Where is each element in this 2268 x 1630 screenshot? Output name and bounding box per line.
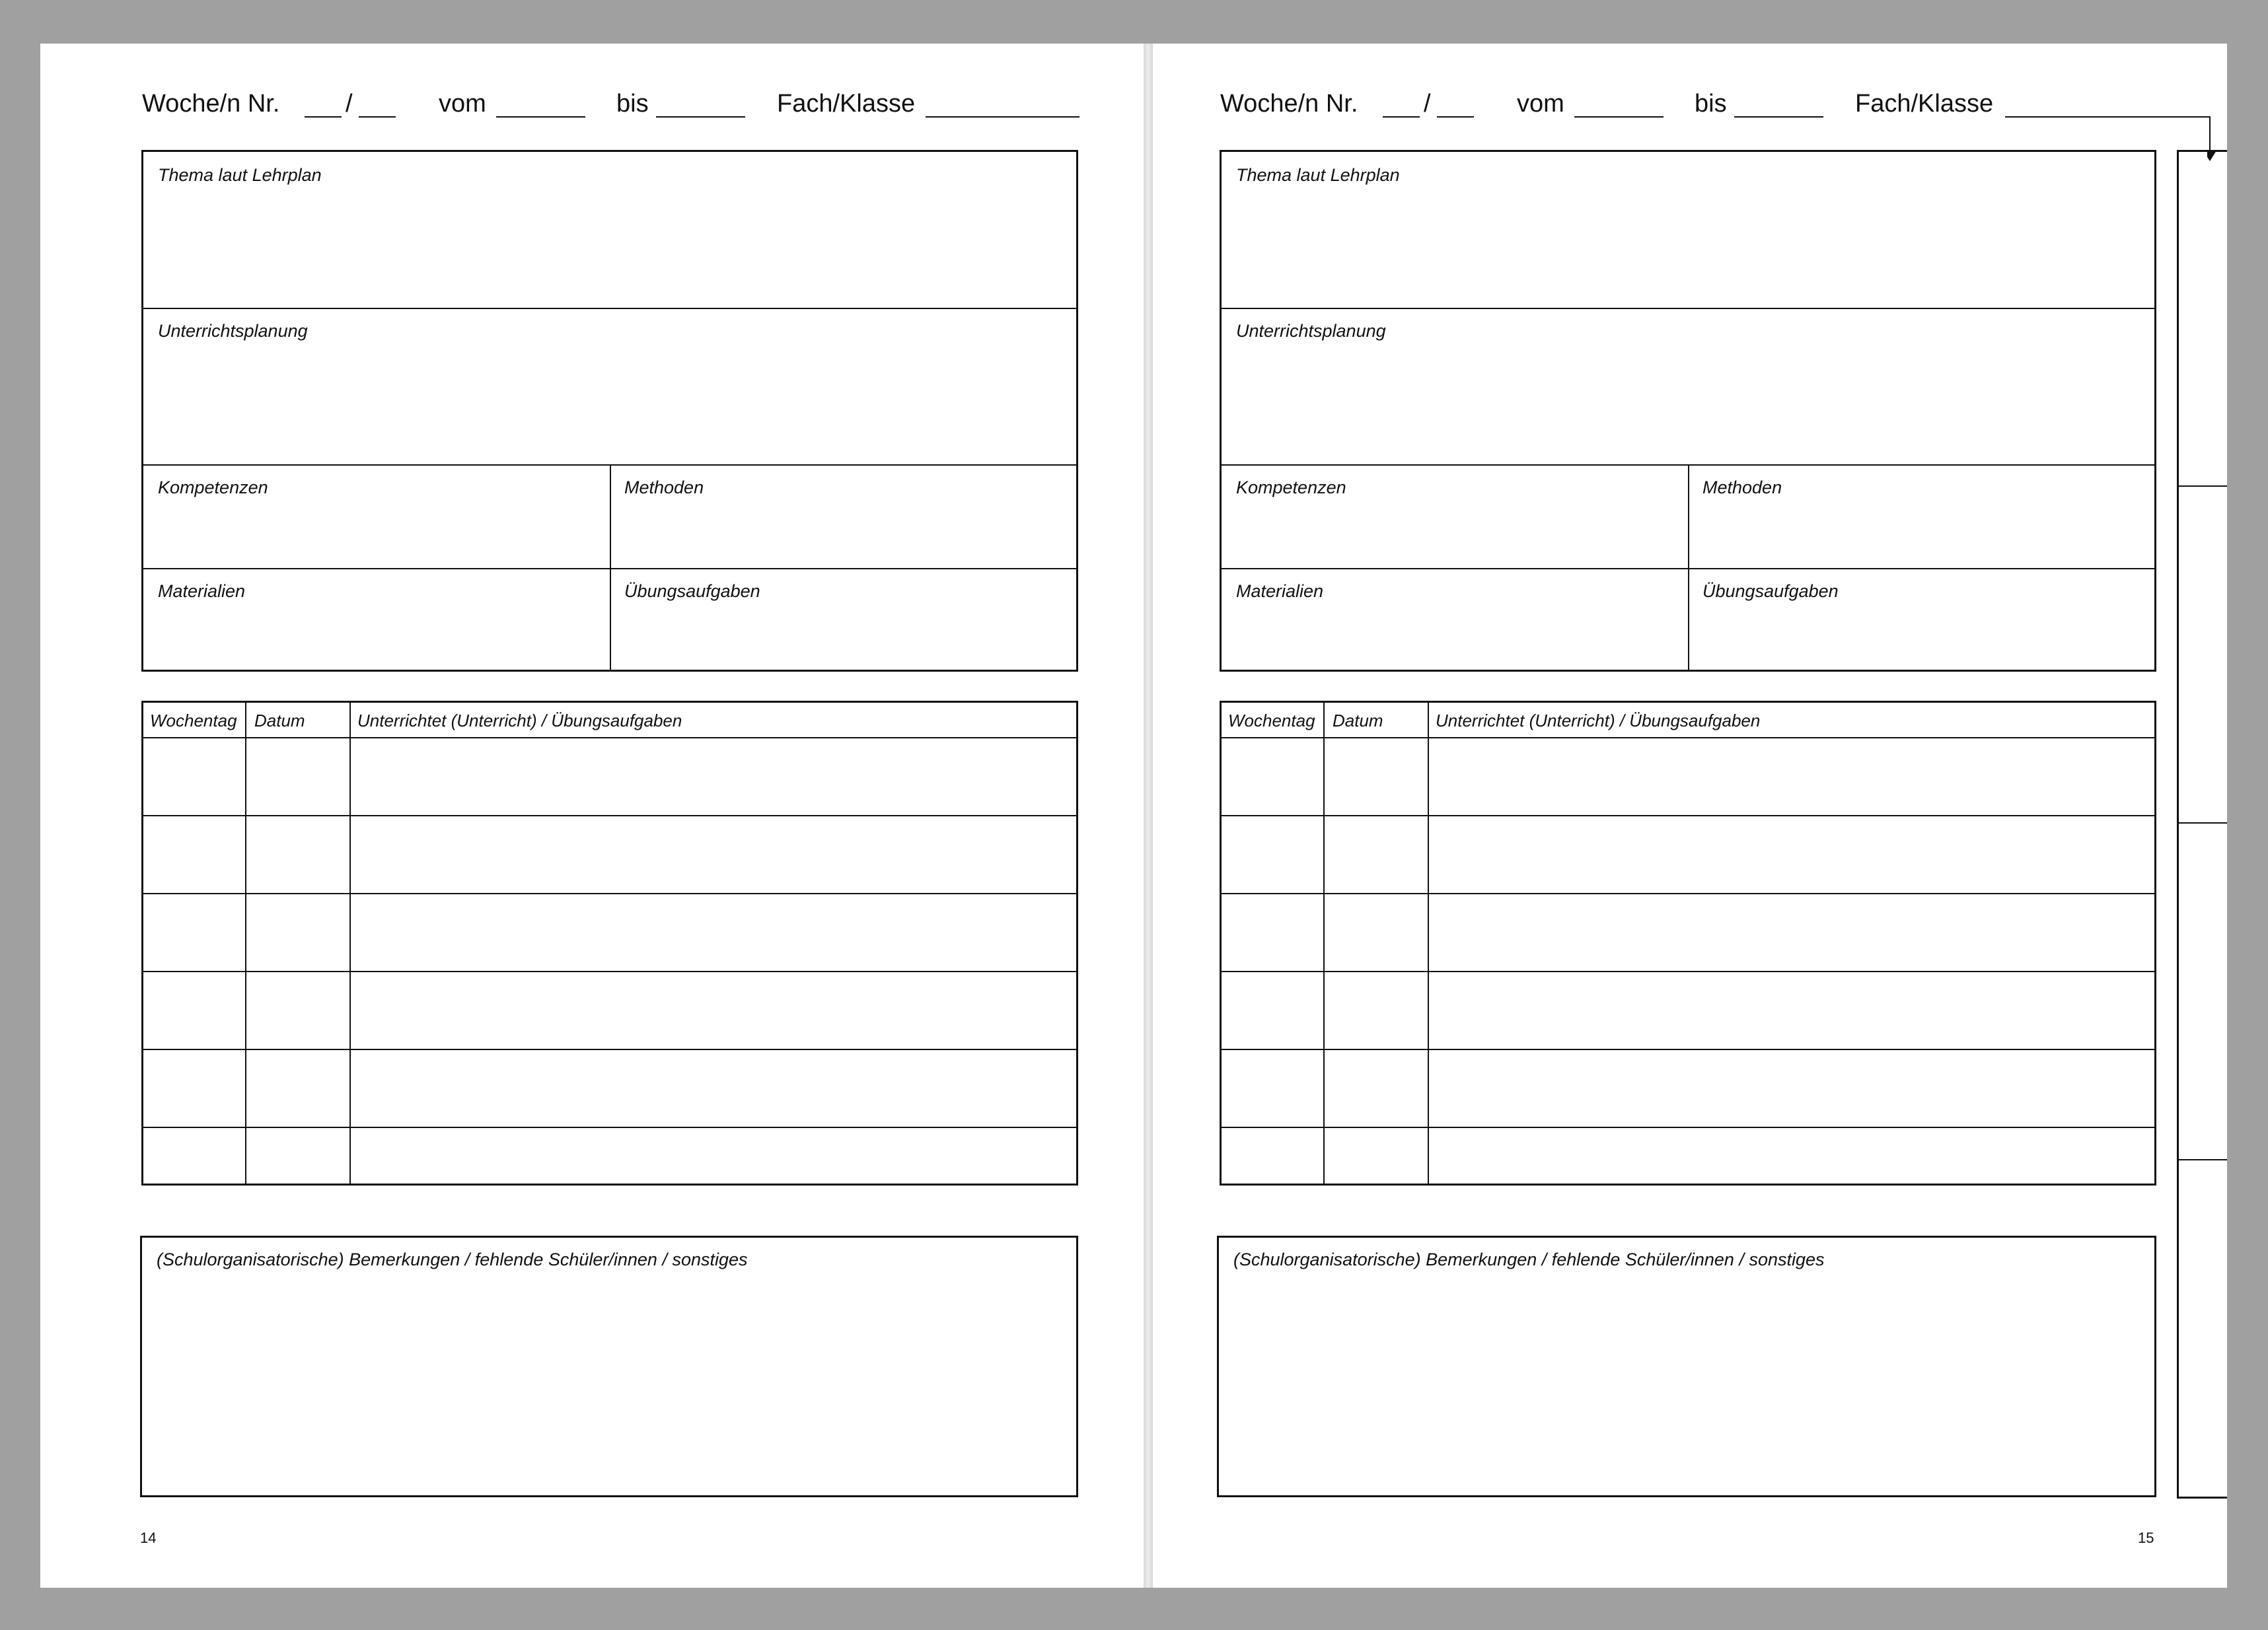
- taught-column-header: Unterrichtet (Unterricht) / Übungsaufgaben: [1436, 711, 1761, 730]
- table-header-divider: [1222, 737, 2154, 738]
- remarks-box: [140, 1236, 1078, 1497]
- lesson-planning-label: Unterrichtsplanung: [158, 321, 308, 341]
- week-number-field-2[interactable]: [359, 116, 396, 118]
- materials-label: Materialien: [158, 581, 246, 601]
- table-row: [1222, 815, 2154, 816]
- methods-label: Methoden: [624, 478, 704, 497]
- week-number-field-1[interactable]: [305, 116, 342, 118]
- week-number-label: Woche/n Nr.: [142, 90, 280, 118]
- table-row: [143, 893, 1076, 894]
- weekday-column-header: Wochentag: [150, 711, 237, 730]
- to-date-field[interactable]: [656, 116, 745, 118]
- week-header: [1153, 90, 2227, 143]
- table-column-divider: [1323, 703, 1325, 1184]
- to-date-field[interactable]: [1734, 116, 1823, 118]
- date-column-header: Datum: [1333, 711, 1383, 730]
- table-row: [1222, 893, 2154, 894]
- right-page: [1153, 44, 2227, 1588]
- exercises-label: Übungsaufgaben: [624, 581, 760, 601]
- table-row: [143, 971, 1076, 972]
- table-row: [1222, 1127, 2154, 1128]
- week-number-slash: /: [1424, 90, 1431, 118]
- week-number-field-1[interactable]: [1383, 116, 1420, 118]
- week-header: [40, 90, 1144, 143]
- log-table: [1220, 701, 2156, 1186]
- table-row: [143, 815, 1076, 816]
- table-row: [1222, 971, 2154, 972]
- date-column-header: Datum: [254, 711, 305, 730]
- book-gutter: [1144, 44, 1153, 1588]
- page-number: 14: [140, 1530, 157, 1546]
- planning-divider: [143, 308, 1076, 309]
- topic-label: Thema laut Lehrplan: [1236, 165, 1400, 185]
- subject-class-field[interactable]: [2005, 116, 2210, 118]
- competences-label: Kompetenzen: [1236, 478, 1346, 497]
- table-header-divider: [143, 737, 1076, 738]
- subject-class-field[interactable]: [926, 116, 1079, 118]
- side-tab-strip: [2177, 150, 2227, 1499]
- planning-box: [141, 150, 1078, 672]
- topic-label: Thema laut Lehrplan: [158, 165, 322, 185]
- planning-box: [1220, 150, 2156, 672]
- planning-divider: [1222, 308, 2154, 309]
- to-date-label: bis: [616, 90, 649, 118]
- table-row: [1222, 1049, 2154, 1050]
- planning-column-divider: [610, 464, 611, 670]
- planning-column-divider: [1688, 464, 1689, 670]
- week-number-label: Woche/n Nr.: [1220, 90, 1358, 118]
- lesson-planning-label: Unterrichtsplanung: [1236, 321, 1386, 341]
- table-column-divider: [349, 703, 351, 1184]
- to-date-label: bis: [1695, 90, 1727, 118]
- from-date-field[interactable]: [496, 116, 585, 118]
- log-table: [141, 701, 1078, 1186]
- table-column-divider: [245, 703, 246, 1184]
- taught-column-header: Unterrichtet (Unterricht) / Übungsaufgaben: [357, 711, 682, 730]
- side-tab-divider: [2179, 1159, 2227, 1160]
- exercises-label: Übungsaufgaben: [1702, 581, 1839, 601]
- remarks-label: (Schulorganisatorische) Bemerkungen / fehlende Schüler/innen / sonstiges: [157, 1250, 748, 1269]
- from-date-label: vom: [1517, 90, 1564, 118]
- from-date-field[interactable]: [1574, 116, 1664, 118]
- side-tab-divider: [2179, 485, 2227, 487]
- week-number-slash: /: [346, 90, 353, 118]
- table-row: [143, 1127, 1076, 1128]
- competences-label: Kompetenzen: [158, 478, 268, 497]
- side-tab-divider: [2179, 822, 2227, 824]
- page-number: 15: [2138, 1530, 2154, 1546]
- remarks-box: [1217, 1236, 2156, 1497]
- from-date-label: vom: [439, 90, 486, 118]
- subject-class-label: Fach/Klasse: [777, 90, 916, 118]
- left-page: [40, 44, 1144, 1588]
- materials-label: Materialien: [1236, 581, 1324, 601]
- weekday-column-header: Wochentag: [1228, 711, 1315, 730]
- table-row: [143, 1049, 1076, 1050]
- table-column-divider: [1428, 703, 1429, 1184]
- subject-class-label: Fach/Klasse: [1855, 90, 1994, 118]
- methods-label: Methoden: [1702, 478, 1782, 497]
- remarks-label: (Schulorganisatorische) Bemerkungen / fehlende Schüler/innen / sonstiges: [1233, 1250, 1825, 1269]
- week-number-field-2[interactable]: [1437, 116, 1474, 118]
